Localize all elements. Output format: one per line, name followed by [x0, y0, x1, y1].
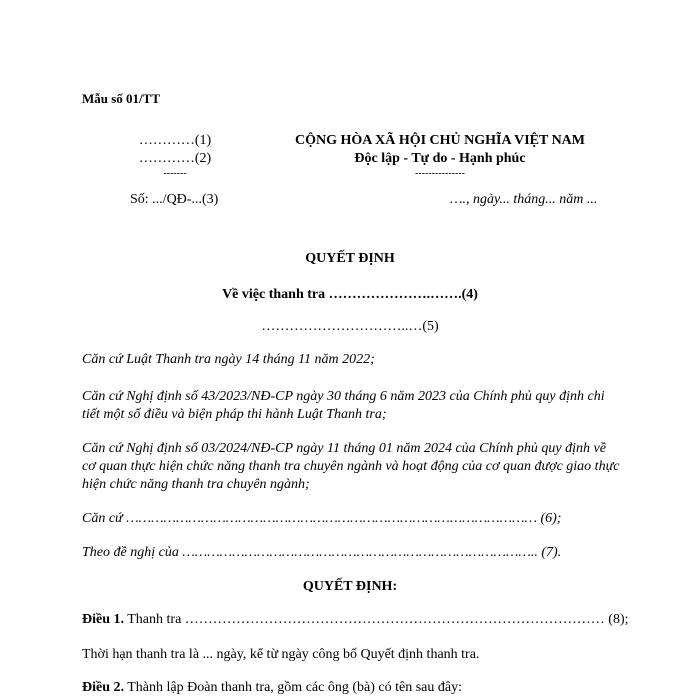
article-1: [82, 612, 629, 628]
article-1-text: Thanh tra ……………………………………………………………………………… (8);: [124, 612, 629, 627]
agency-block: [120, 132, 230, 180]
document-subject: Về việc thanh tra ………………….…….(4): [222, 287, 478, 302]
national-title: CỘNG HÒA XÃ HỘI CHỦ NGHĨA VIỆT NAM: [294, 133, 585, 148]
basis-decree-43: Căn cứ Nghị định số 43/2023/NĐ-CP ngày 30 tháng 6 năm 2023 của Chính phủ quy định chi tiết một số điều và biện pháp thi hành Luật Thanh tra;: [82, 389, 605, 422]
national-motto: Độc lập - Tự do - Hạnh phúc: [354, 151, 526, 166]
decision-heading: QUYẾT ĐỊNH:: [302, 579, 398, 594]
article-1-label: Điều 1.: [82, 612, 124, 627]
basis-proposal: Theo đề nghị của ………………………………………………………………………….. (7).: [82, 545, 562, 560]
article-2-text: Thành lập Đoàn thanh tra, gồm các ông (bà) có tên sau đây:: [124, 680, 462, 695]
document-number: Số: .../QĐ-...(3): [130, 192, 219, 207]
inspection-duration: Thời hạn thanh tra là ... ngày, kể từ ngày công bố Quyết định thanh tra.: [82, 647, 480, 662]
article-2-label: Điều 2.: [82, 680, 124, 695]
national-rule: ---------------: [415, 168, 465, 179]
document-date: …., ngày... tháng... năm ...: [450, 192, 598, 207]
national-block: [270, 132, 610, 180]
basis-law: Căn cứ Luật Thanh tra ngày 14 tháng 11 năm 2022;: [82, 352, 375, 367]
basis-other: Căn cứ ……………………………………………………………………………………… (6);: [82, 511, 562, 526]
agency-line-1: …………(1): [138, 133, 212, 148]
form-code: Mẫu số 01/TT: [82, 91, 161, 106]
document-title: QUYẾT ĐỊNH: [305, 251, 395, 266]
agency-rule: -------: [163, 168, 187, 179]
issuer-line: …………………………..…(5): [261, 319, 439, 334]
article-2: [82, 680, 462, 696]
agency-line-2: …………(2): [138, 151, 212, 166]
basis-decree-03: Căn cứ Nghị định số 03/2024/NĐ-CP ngày 11 tháng 01 năm 2024 của Chính phủ quy định về cơ quan thực hiện chức năng thanh tra chuyên ngành và hoạt động của cơ quan được giao thực hiện chức năng thanh tra chuyên ngành;: [82, 441, 620, 492]
